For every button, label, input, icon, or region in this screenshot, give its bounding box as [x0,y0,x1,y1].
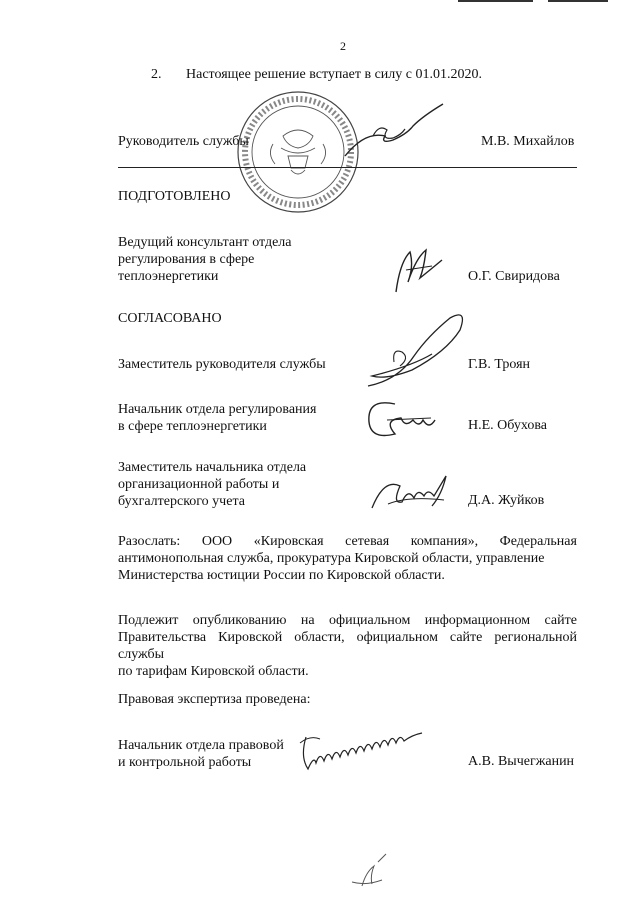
item-number: 2. [151,67,162,82]
publication-word: опубликованию [192,613,287,628]
distribution-word: ООО [201,534,233,549]
distribution-word: «Кировская [253,534,324,549]
legal-head-role [118,737,284,771]
publication-word: сайте [544,613,577,628]
prepared-heading: ПОДГОТОВЛЕНО [118,189,231,204]
agreed-role-3-line: бухгалтерского учета [118,494,245,509]
agreed-signature-3 [368,474,462,518]
publication-word: информационном [424,613,531,628]
distribution-word: компания», [410,534,479,549]
agreed-role-2-line: в сфере теплоэнергетики [118,419,267,434]
publication-word: на [300,613,315,628]
publication-line [118,612,577,629]
legal-head-role-line: и контрольной работы [118,755,252,770]
agreed-name-2: Н.Е. Обухова [468,418,547,433]
publication-word: Подлежит [118,613,179,628]
distribution-line: Министерства юстиции России по Кировской области. [118,568,445,583]
agreed-signature-2 [365,396,445,441]
agreed-role-3-line: организационной работы и [118,477,280,492]
agreed-name-3: Д.А. Жуйков [468,493,545,508]
prepared-role-line: Ведущий консультант отдела [118,235,292,250]
head-name: М.В. Михайлов [481,134,575,149]
publication-paragraph [118,612,577,680]
agreed-name-1: Г.В. Троян [468,357,531,372]
agreed-signature-1 [358,300,470,396]
top-edge-line [458,0,533,2]
agreed-role-1: Заместитель руководителя службы [118,357,326,372]
publication-line: Правительства Кировской области, официальном сайте региональной службы [118,630,577,662]
agreed-role-2 [118,401,316,435]
distribution-line: антимонопольная служба, прокуратура Кировской области, управление [118,551,545,566]
agreed-role-3 [118,459,306,510]
separator-rule [118,167,577,168]
distribution-word: Федеральная [499,534,577,549]
head-role: Руководитель службы [118,134,249,149]
prepared-role-line: теплоэнергетики [118,269,219,284]
bottom-initials-mark [342,852,392,892]
agreed-role-2-line: Начальник отдела регулирования [118,402,317,417]
publication-word: официальном [329,613,411,628]
legal-head-name: А.В. Вычегжанин [468,754,575,769]
publication-line: по тарифам Кировской области. [118,664,309,679]
distribution-line [118,533,577,550]
item-text: Настоящее решение вступает в силу с 01.01.2020. [186,67,482,82]
prepared-name: О.Г. Свиридова [468,269,560,284]
head-signature [335,96,455,166]
legal-head-signature [296,733,442,775]
distribution-word: сетевая [345,534,390,549]
agreed-role-3-line: Заместитель начальника отдела [118,460,307,475]
prepared-signature [388,242,448,297]
agreed-heading: СОГЛАСОВАНО [118,311,222,326]
legal-review-text: Правовая экспертиза проведена: [118,692,311,707]
distribution-word: Разослать: [118,534,181,549]
top-edge-line [548,0,608,2]
prepared-role-line: регулирования в сфере [118,252,255,267]
page-number: 2 [340,39,346,53]
legal-head-role-line: Начальник отдела правовой [118,738,284,753]
distribution-paragraph [118,533,577,584]
prepared-role [118,234,292,285]
